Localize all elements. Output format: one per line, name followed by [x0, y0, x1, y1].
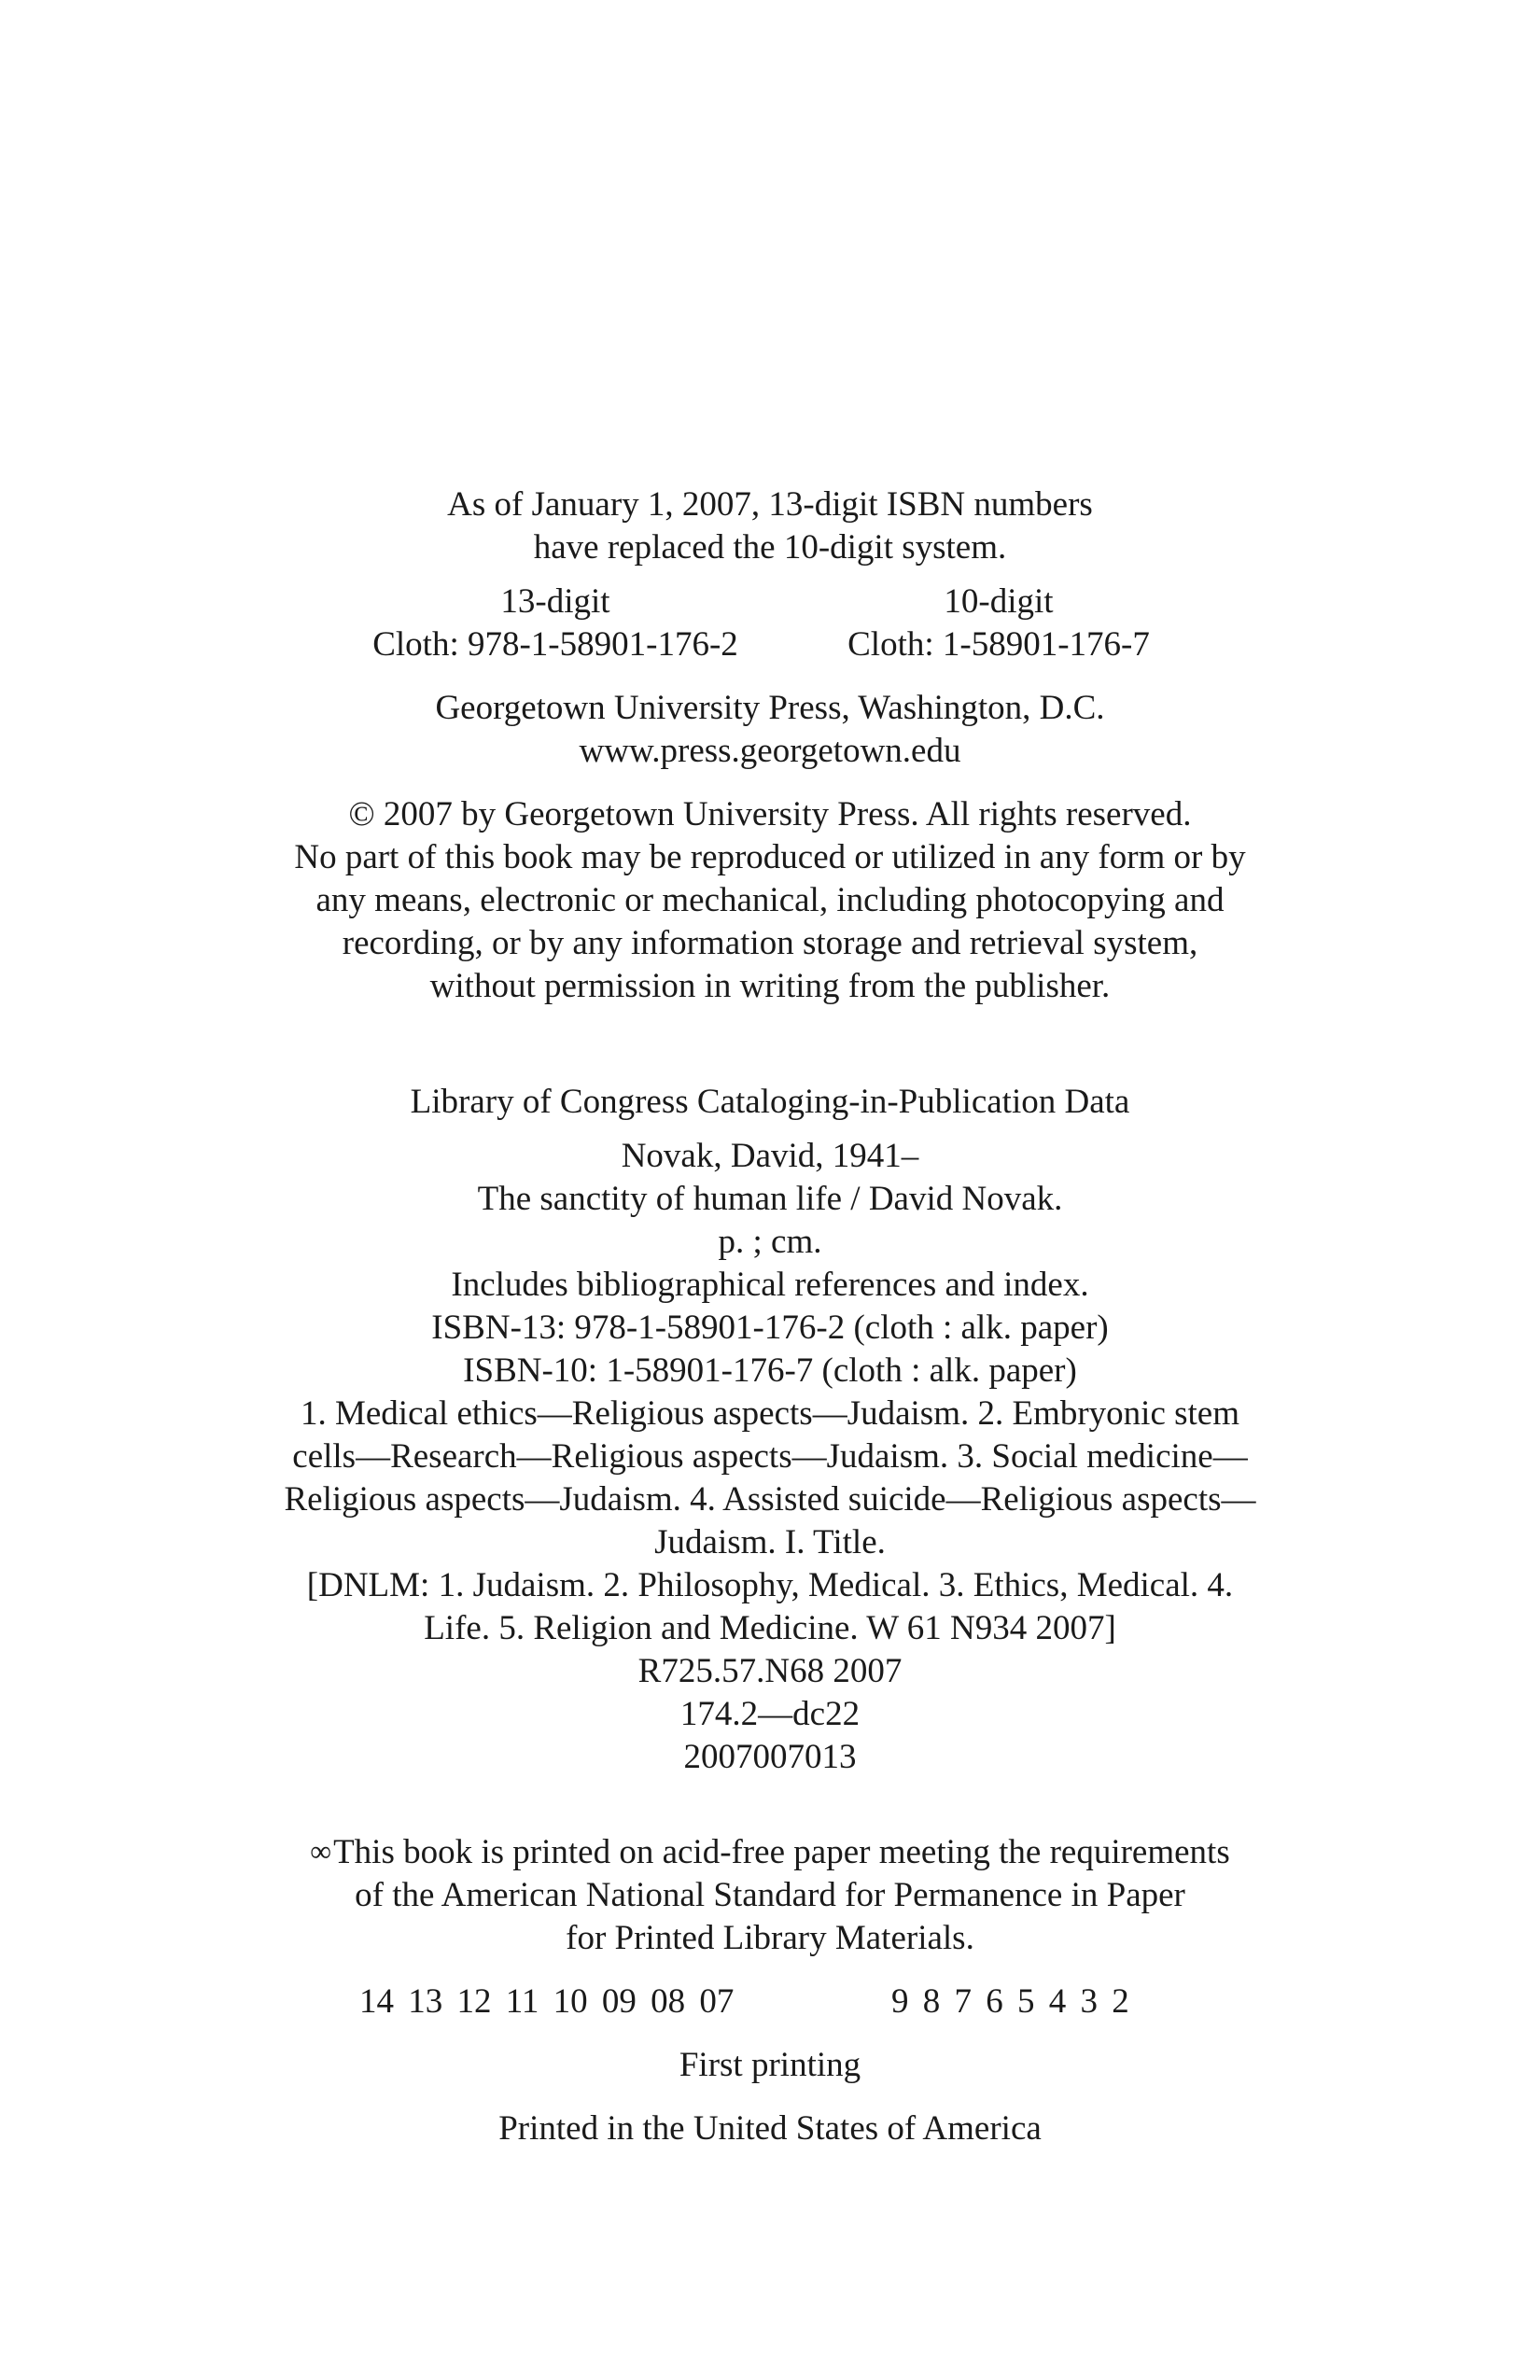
- cip-line: cells—Research—Religious aspects—Judaism. 3. Social medicine—: [292, 1437, 1248, 1476]
- cip-line: p. ; cm.: [718, 1223, 822, 1261]
- cip-line: ISBN-13: 978-1-58901-176-2 (cloth : alk. paper): [431, 1309, 1109, 1347]
- printing-numbers: 9 8 7 6 5 4 3 2: [891, 1982, 1129, 2021]
- isbn-13-column: [345, 581, 765, 666]
- copyright-notice: [0, 793, 1540, 1008]
- copyright-line-5: without permission in writing from the publisher.: [429, 967, 1111, 1005]
- isbn-13-header: 13-digit: [500, 582, 610, 621]
- isbn-10-value: Cloth: 1-58901-176-7: [847, 625, 1150, 664]
- cip-line: 174.2—dc22: [679, 1695, 861, 1733]
- paper-notice-text-1: This book is printed on acid-free paper meeting the requirements: [333, 1833, 1230, 1871]
- printing-years: 14 13 12 11 10 09 08 07: [359, 1982, 735, 2021]
- printing-line: [0, 1981, 1540, 2023]
- cip-heading-block: [0, 1081, 1540, 1124]
- copyright-line-3: any means, electronic or mechanical, including photocopying and: [315, 881, 1225, 919]
- isbn-notice: [0, 483, 1540, 569]
- cip-line: 2007007013: [683, 1738, 857, 1776]
- cip-heading: Library of Congress Cataloging-in-Publication Data: [410, 1083, 1130, 1121]
- publisher-name: Georgetown University Press, Washington, D.C.: [435, 689, 1105, 727]
- cip-line: Judaism. I. Title.: [654, 1523, 886, 1561]
- publisher-website: www.press.georgetown.edu: [579, 732, 961, 770]
- cip-line: 1. Medical ethics—Religious aspects—Judaism. 2. Embryonic stem: [300, 1394, 1240, 1433]
- isbn-10-column: [812, 581, 1185, 666]
- isbn-notice-line-1: As of January 1, 2007, 13-digit ISBN numbers: [447, 485, 1093, 524]
- cip-line: Novak, David, 1941–: [621, 1137, 919, 1175]
- first-printing-block: [0, 2044, 1540, 2087]
- infinity-circle-icon: ∞: [310, 1834, 332, 1868]
- publisher-info: [0, 687, 1540, 773]
- cip-line: Includes bibliographical references and index.: [451, 1266, 1089, 1304]
- cip-line: The sanctity of human life / David Novak.: [477, 1180, 1063, 1218]
- isbn-notice-line-2: have replaced the 10-digit system.: [533, 528, 1007, 567]
- paper-notice-line-1: [0, 1829, 1540, 1874]
- country-block: [0, 2107, 1540, 2150]
- isbn-13-value: Cloth: 978-1-58901-176-2: [372, 625, 738, 664]
- copyright-line-2: No part of this book may be reproduced or utilized in any form or by: [294, 838, 1246, 876]
- printed-in-country: Printed in the United States of America: [498, 2109, 1042, 2148]
- paper-notice-line-2: of the American National Standard for Permanence in Paper: [355, 1876, 1185, 1914]
- cip-line: ISBN-10: 1-58901-176-7 (cloth : alk. paper): [463, 1351, 1077, 1390]
- cip-line: [DNLM: 1. Judaism. 2. Philosophy, Medical. 3. Ethics, Medical. 4.: [306, 1566, 1234, 1604]
- isbn-table: [345, 581, 1185, 666]
- paper-notice: [0, 1829, 1540, 1960]
- cip-data: [0, 1135, 1540, 1779]
- isbn-10-header: 10-digit: [944, 582, 1054, 621]
- copyright-line-4: recording, or by any information storage and retrieval system,: [342, 924, 1198, 962]
- cip-line: Religious aspects—Judaism. 4. Assisted suicide—Religious aspects—: [284, 1480, 1256, 1519]
- paper-notice-line-3: for Printed Library Materials.: [566, 1919, 974, 1957]
- cip-line: R725.57.N68 2007: [637, 1652, 903, 1690]
- copyright-line-1: © 2007 by Georgetown University Press. All rights reserved.: [348, 795, 1192, 833]
- cip-line: Life. 5. Religion and Medicine. W 61 N934 2007]: [424, 1609, 1116, 1647]
- first-printing: First printing: [679, 2046, 861, 2084]
